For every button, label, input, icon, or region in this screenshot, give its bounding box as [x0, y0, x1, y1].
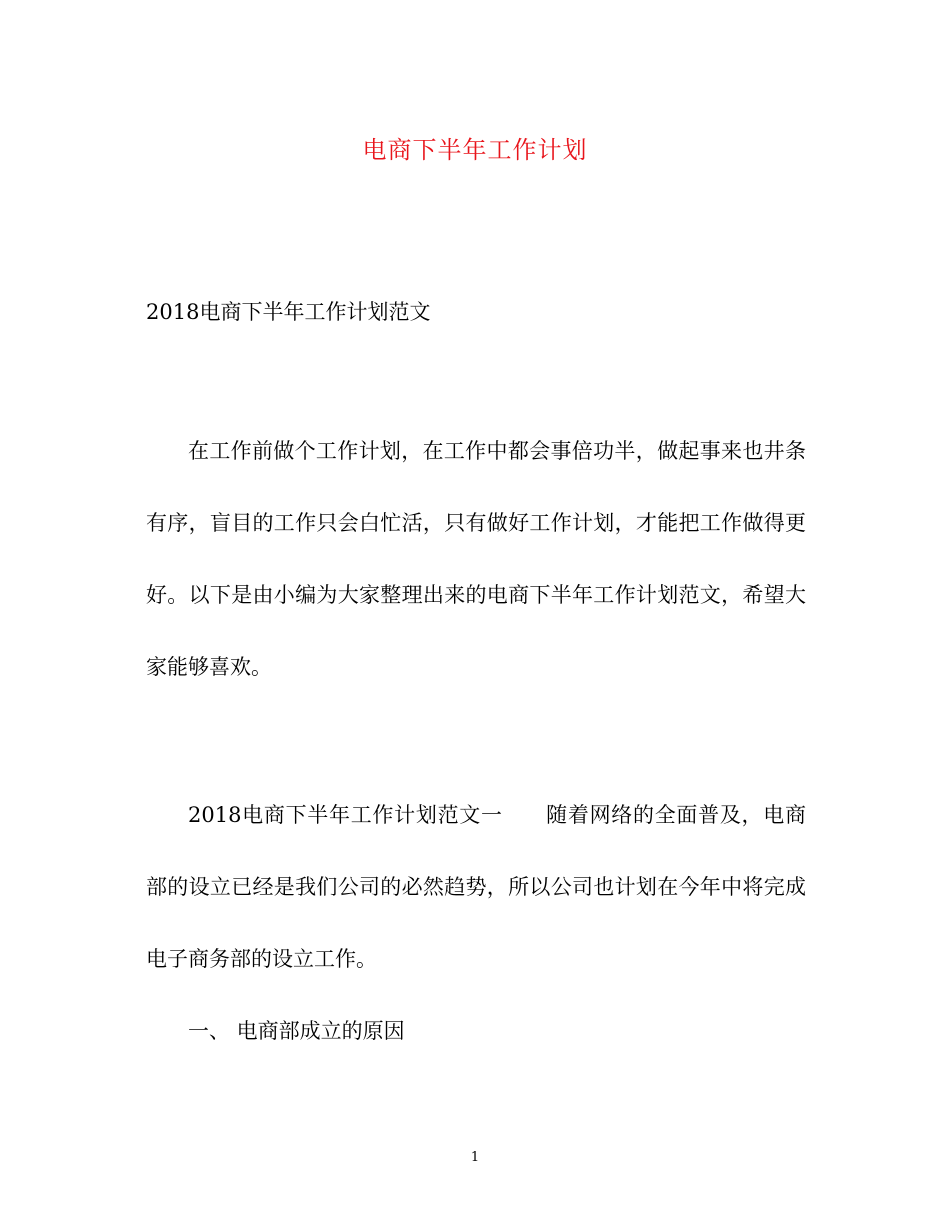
body-paragraph: 2018电商下半年工作计划范文一 随着网络的全面普及，电商部的设立已经是我们公司的必然趋势，所以公司也计划在今年中将完成电子商务部的设立工作。	[146, 803, 806, 971]
intro-paragraph: 在工作前做个工作计划，在工作中都会事倍功半，做起事来也井条有序，盲目的工作只会白忙活，只有做好工作计划，才能把工作做得更好。以下是由小编为大家整理出来的电商下半年工作计划范文，希望大家能够喜欢。	[146, 439, 806, 679]
section-heading: 一、 电商部成立的原因	[188, 1019, 405, 1043]
page-number: 1	[470, 1150, 480, 1165]
document-title: 电商下半年工作计划	[362, 136, 588, 164]
document-subtitle: 2018电商下半年工作计划范文	[146, 300, 431, 324]
